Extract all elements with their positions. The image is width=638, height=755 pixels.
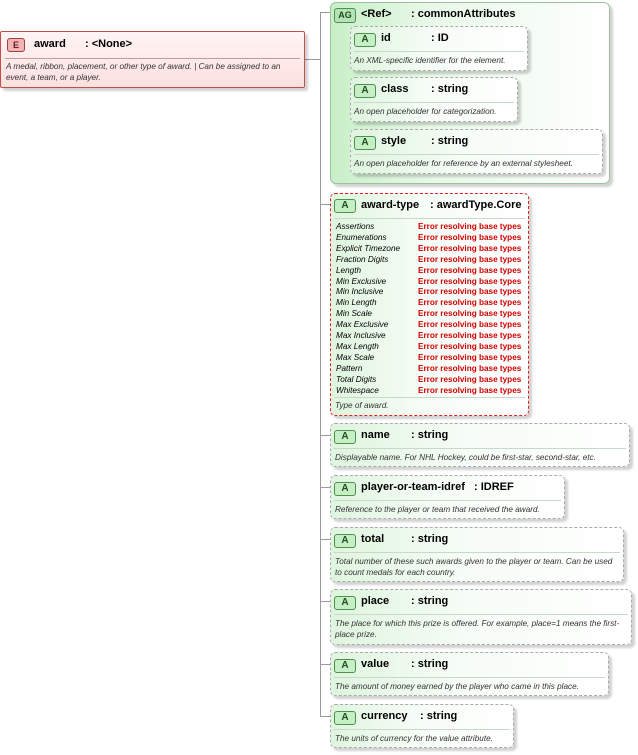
element-separator	[5, 58, 300, 59]
attribute-value[interactable]	[330, 652, 609, 696]
facet-value: Error resolving base types	[418, 298, 522, 308]
attribute-doc: The place for which this prize is offered. For example, place=1 means the first-place prize.	[335, 619, 620, 639]
attribute-icon: A	[334, 659, 356, 673]
facet-value: Error resolving base types	[418, 222, 522, 231]
attribute-name: id	[381, 32, 391, 44]
facet-value: Error resolving base types	[418, 265, 522, 275]
attribute-icon: A	[334, 199, 356, 213]
attribute-separator	[334, 552, 620, 553]
attribute-icon: A	[334, 596, 356, 610]
attribute-type: : string	[431, 83, 469, 95]
connector-trunk	[320, 12, 321, 716]
connector-name	[320, 435, 330, 436]
facet-name: Pattern	[336, 363, 363, 373]
facet-value: Error resolving base types	[418, 331, 522, 340]
attribute-icon: A	[334, 711, 356, 725]
attribute-total[interactable]	[330, 527, 624, 582]
facet-value: Error resolving base types	[418, 254, 522, 264]
attribute-class[interactable]	[350, 77, 518, 122]
attribute-separator	[354, 102, 514, 103]
attribute-award-type[interactable]	[330, 193, 529, 416]
facet-name: Enumerations	[336, 232, 387, 242]
attribute-doc: Displayable name. For NHL Hockey, could be first-star, second-star, etc.	[335, 453, 596, 462]
attribute-separator	[334, 218, 525, 219]
attribute-currency[interactable]	[330, 704, 514, 748]
attribute-name: value	[361, 658, 390, 670]
attribute-group-name: <Ref>	[361, 8, 392, 20]
attribute-style[interactable]	[350, 129, 603, 174]
attribute-name: name	[361, 429, 390, 441]
attribute-doc: An XML-specific identifier for the element.	[354, 56, 506, 65]
attribute-name: place	[361, 595, 390, 607]
attribute-icon: A	[334, 430, 356, 444]
attribute-name: award-type	[361, 199, 420, 211]
facets-table	[331, 222, 530, 398]
attribute-id[interactable]	[350, 26, 528, 71]
attribute-type: : string	[411, 658, 449, 670]
attribute-separator	[334, 729, 510, 730]
attribute-name-field[interactable]	[330, 423, 630, 467]
attribute-icon: A	[354, 136, 376, 150]
connector-award-type	[320, 204, 330, 205]
facet-value: Error resolving base types	[418, 363, 522, 373]
facet-value: Error resolving base types	[418, 352, 522, 362]
facet-value: Error resolving base types	[418, 341, 522, 351]
facet-value: Error resolving base types	[418, 232, 522, 242]
attribute-type: : ID	[431, 32, 449, 44]
element-doc: A medal, ribbon, placement, or other type of award. | Can be assigned to an event, a team, or a player.	[6, 62, 281, 82]
facet-name: Length	[336, 265, 362, 275]
facet-name: Total Digits	[336, 374, 377, 384]
attribute-type: : string	[411, 595, 449, 607]
attribute-separator	[354, 51, 524, 52]
attribute-separator	[334, 397, 525, 398]
element-award[interactable]	[0, 31, 305, 88]
attribute-separator	[334, 448, 626, 449]
attribute-type: : awardType.Core	[430, 199, 522, 211]
facet-name: Explicit Timezone	[336, 243, 401, 253]
attribute-doc: The units of currency for the value attribute.	[335, 734, 493, 743]
element-type: : <None>	[85, 38, 133, 50]
connector-value	[320, 664, 330, 665]
facet-value: Error resolving base types	[418, 309, 522, 319]
attribute-type: : string	[431, 135, 469, 147]
facet-name: Fraction Digits	[336, 254, 389, 264]
facet-name: Whitespace	[336, 385, 379, 395]
attribute-doc: An open placeholder for categorization.	[354, 107, 497, 116]
connector-currency	[320, 716, 330, 717]
attribute-type: : string	[411, 429, 449, 441]
facet-value: Error resolving base types	[418, 287, 522, 297]
connector-place	[320, 601, 330, 602]
attribute-separator	[354, 154, 599, 155]
attribute-doc: Type of award.	[335, 401, 389, 410]
facet-name: Min Length	[336, 298, 377, 308]
connector-total	[320, 539, 330, 540]
attribute-place[interactable]	[330, 589, 632, 645]
attribute-name: class	[381, 83, 409, 95]
facet-name: Max Scale	[336, 352, 375, 362]
element-name: award	[34, 38, 66, 50]
attribute-type: : string	[420, 710, 458, 722]
facet-name: Max Exclusive	[336, 320, 389, 330]
attribute-doc: Total number of these such awards given to the player or team. Can be used to count medals for each country.	[335, 557, 613, 577]
attribute-group-icon: AG	[334, 8, 356, 23]
attribute-name: style	[381, 135, 407, 147]
facet-name: Min Inclusive	[336, 287, 384, 297]
facet-name: Assertions	[336, 222, 375, 231]
facet-value: Error resolving base types	[418, 276, 522, 286]
facet-value: Error resolving base types	[418, 385, 522, 395]
attribute-name: currency	[361, 710, 408, 722]
attribute-separator	[334, 677, 605, 678]
attribute-icon: A	[334, 534, 356, 548]
attribute-icon: A	[334, 482, 356, 496]
attribute-icon: A	[354, 84, 376, 98]
facet-value: Error resolving base types	[418, 374, 522, 384]
facet-value: Error resolving base types	[418, 320, 522, 330]
facet-name: Min Scale	[336, 309, 372, 319]
attribute-type: : string	[411, 533, 449, 545]
element-icon: E	[7, 38, 25, 52]
attribute-doc: The amount of money earned by the player who came in this place.	[335, 682, 579, 691]
facet-name: Max Length	[336, 341, 379, 351]
connector-player-or-team-idref	[320, 487, 330, 488]
attribute-doc: Reference to the player or team that received the award.	[335, 505, 540, 514]
attribute-icon: A	[354, 33, 376, 47]
facet-value: Error resolving base types	[418, 243, 522, 253]
facet-name: Max Inclusive	[336, 331, 386, 340]
attribute-name: player-or-team-idref	[361, 481, 465, 493]
attribute-separator	[334, 614, 628, 615]
attribute-separator	[334, 500, 561, 501]
connector-element-out	[305, 59, 321, 60]
facet-name: Min Exclusive	[336, 276, 387, 286]
attribute-doc: An open placeholder for reference by an external stylesheet.	[354, 159, 573, 168]
attribute-player-or-team-idref[interactable]	[330, 475, 565, 519]
attribute-name: total	[361, 533, 385, 545]
attribute-group-type: : commonAttributes	[411, 8, 516, 20]
attribute-type: : IDREF	[474, 481, 514, 493]
